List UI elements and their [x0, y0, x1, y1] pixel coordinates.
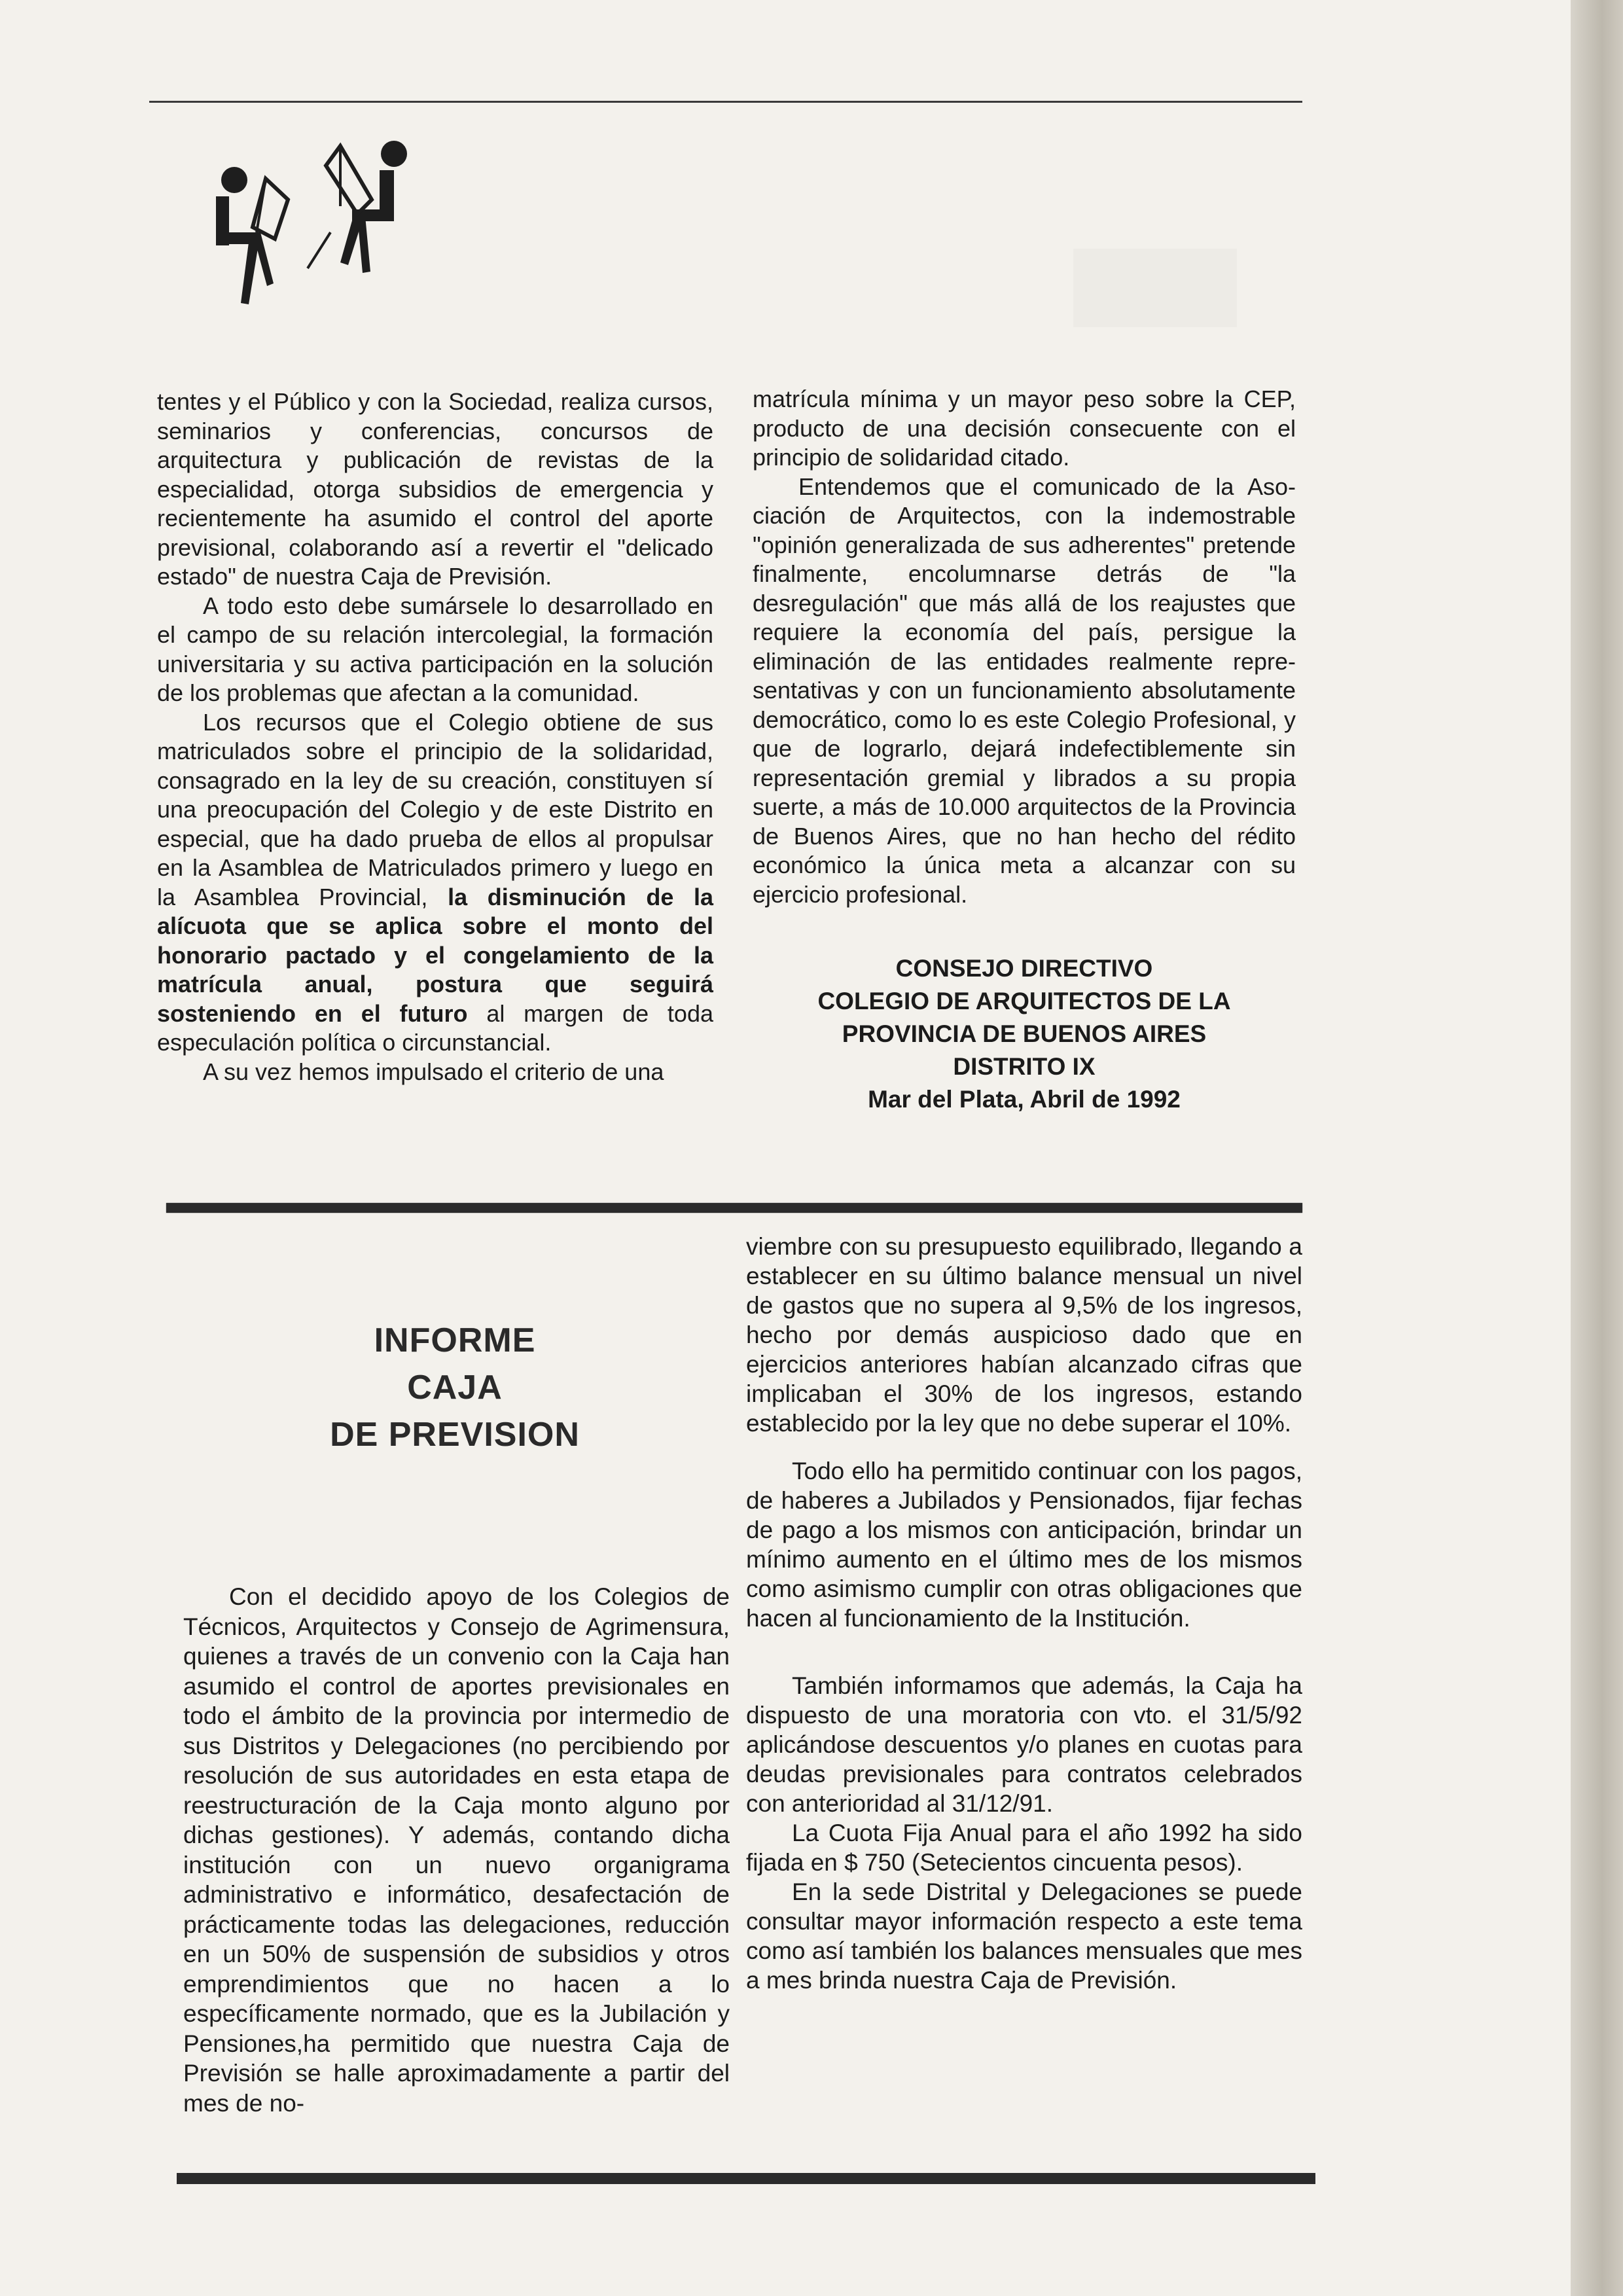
article2-paragraph: Con el decidido apoyo de los Colegios de Técnicos, Arquitectos y Consejo de Agrimensura, quienes a través de un convenio con la Caja han asumido el control de aportes previsionales en todo el ámbito de la provincia por intermedio de sus Distritos y Delegaciones (no percibiendo por resolución de sus autoridades en esta etapa de reestructuración de la Caja monto alguno por dichas gestiones). Y además, contando dicha institución con un nuevo organigrama administrativo e informático, desafectación de prácticamente todas las delegaciones, reducción en un 50% de suspensión de subsidios y otros emprendimientos que no hacen a lo específicamente normado, que es la Jubilación y Pensiones,ha permitido que nuestra Caja de Previsión se halle aproximadamente a partir del mes de no- [183, 1583, 730, 2117]
article1-paragraph [157, 708, 713, 1058]
article2-left-column [183, 1582, 730, 2118]
title-line: CAJA [407, 1369, 503, 1407]
signature-line: PROVINCIA DE BUENOS AIRES [842, 1020, 1207, 1047]
title-line: INFORME [374, 1321, 536, 1359]
signature-line: DISTRITO IX [953, 1053, 1096, 1080]
article2-paragraph: También informamos que además, la Caja ha dispuesto de una moratoria con vto. el 31/5/92 aplicándose descuentos y/o planes en cuotas para deudas previsionales para contratos celebrados con anterioridad al 31/12/91. [746, 1672, 1302, 1817]
section-divider [166, 1203, 1302, 1213]
signature-line: CONSEJO DIRECTIVO [895, 955, 1153, 982]
article2-paragraph: En la sede Distrital y Delegaciones se puede consultar mayor información respecto a este tema como así también los balances mensuales que mes a mes brinda nuestra Caja de Previsión. [746, 1878, 1302, 1994]
show-through-shadow [1073, 249, 1237, 327]
emphasis-text: la disminución de la alícuota que se aplica sobre el monto del honorario pactado y el congelamiento de la matrícula anual, postura que seguirá sosteniendo en el futuro [157, 883, 714, 1027]
article1-paragraph: A todo esto debe sumársele lo desarrollado en el campo de su relación intercolegial, la formación universitaria y su activa participación en la solución de los problemas que afectan a la comunidad. [157, 592, 713, 706]
article1-paragraph: tentes y el Público y con la Sociedad, realiza cursos, seminarios y conferencias, concursos de arquitectura y publicación de revistas de la especialidad, otorga subsidios de emergencia y recientemente ha asumido el control del aporte previsional, colaborando así a revertir el "delicado estado" de nuestra Caja de Previsión. [157, 388, 713, 590]
paragraph-text: Los recursos que el Colegio obtiene de sus matriculados sobre el principio de la solidaridad, consagrado en la ley de su creación, constituyen sí una preocupación del Colegio y de este Distrito en especial, que ha dado prueba de ellos al propulsar en la Asamblea de Matriculados primero y luego en la Asamblea Provincial, [157, 708, 713, 910]
paragraph-text: al margen de toda especulación política o circunstancial. [157, 999, 713, 1056]
page-edge-shadow [1571, 0, 1623, 2296]
title-line: DE PREVISION [330, 1416, 580, 1454]
article1-paragraph: A su vez hemos impulsado el criterio de una [203, 1058, 664, 1085]
top-rule [149, 101, 1302, 103]
article2-paragraph: Todo ello ha permitido continuar con los pagos, de haberes a Jubilados y Pensionados, fijar fechas de pago a los mismos con anticipación, brindar un mínimo aumento en el último mes de los mismos como asimismo cumplir con otras obligaciones que hacen al funcionamiento de la Institución. [746, 1458, 1302, 1632]
article2-right-column [746, 1232, 1302, 1995]
bottom-rule [177, 2173, 1315, 2184]
article1-paragraph: matrícula mínima y un mayor peso sobre la CEP, producto de una decisión consecuente con el principio de solidaridad citado. [753, 386, 1296, 471]
signature-date: Mar del Plata, Abril de 1992 [868, 1086, 1181, 1113]
article2-paragraph: viembre con su presupuesto equilibrado, llegando a establecer en su último balance mensual un nivel de gastos que no supera al 9,5% de los ingresos, hecho por demás auspicioso dado que en ejercicios anteriores habían alcanzado cifras que implicaban el 30% de los ingresos, estando establecido por la ley que no debe superar el 10%. [746, 1233, 1302, 1437]
article1-right-column [753, 385, 1296, 909]
signature-line: COLEGIO DE ARQUITECTOS DE LA [817, 988, 1231, 1014]
article1-paragraph: Entendemos que el comunicado de la Asociación de Arquitectos, con la indemostrable "opinión generalizada de sus adherentes" pretende finalmente, encolumnarse detrás de "la desregulación" que más allá de los reajustes que requiere la economía del país, persigue la eliminación de las entidades realmente representativas y con un funcionamiento absolutamente democrático, como lo es este Colegio Profesional, y que de lograrlo, dejará indefectiblemente sin representación gremial y librados a su propia suerte, a más de 10.000 arquitectos de la Provincia de Buenos Aires, que no han hecho del rédito económico la única meta a alcanzar con su ejercicio profesional. [753, 473, 1296, 908]
article1-left-column [157, 387, 713, 1086]
article2-paragraph: La Cuota Fija Anual para el año 1992 ha sido fijada en $ 750 (Setecientos cincuenta pesos). [746, 1820, 1302, 1876]
signature-block [753, 952, 1296, 1116]
two-seated-readers-icon [209, 134, 419, 324]
section-title [268, 1317, 641, 1458]
